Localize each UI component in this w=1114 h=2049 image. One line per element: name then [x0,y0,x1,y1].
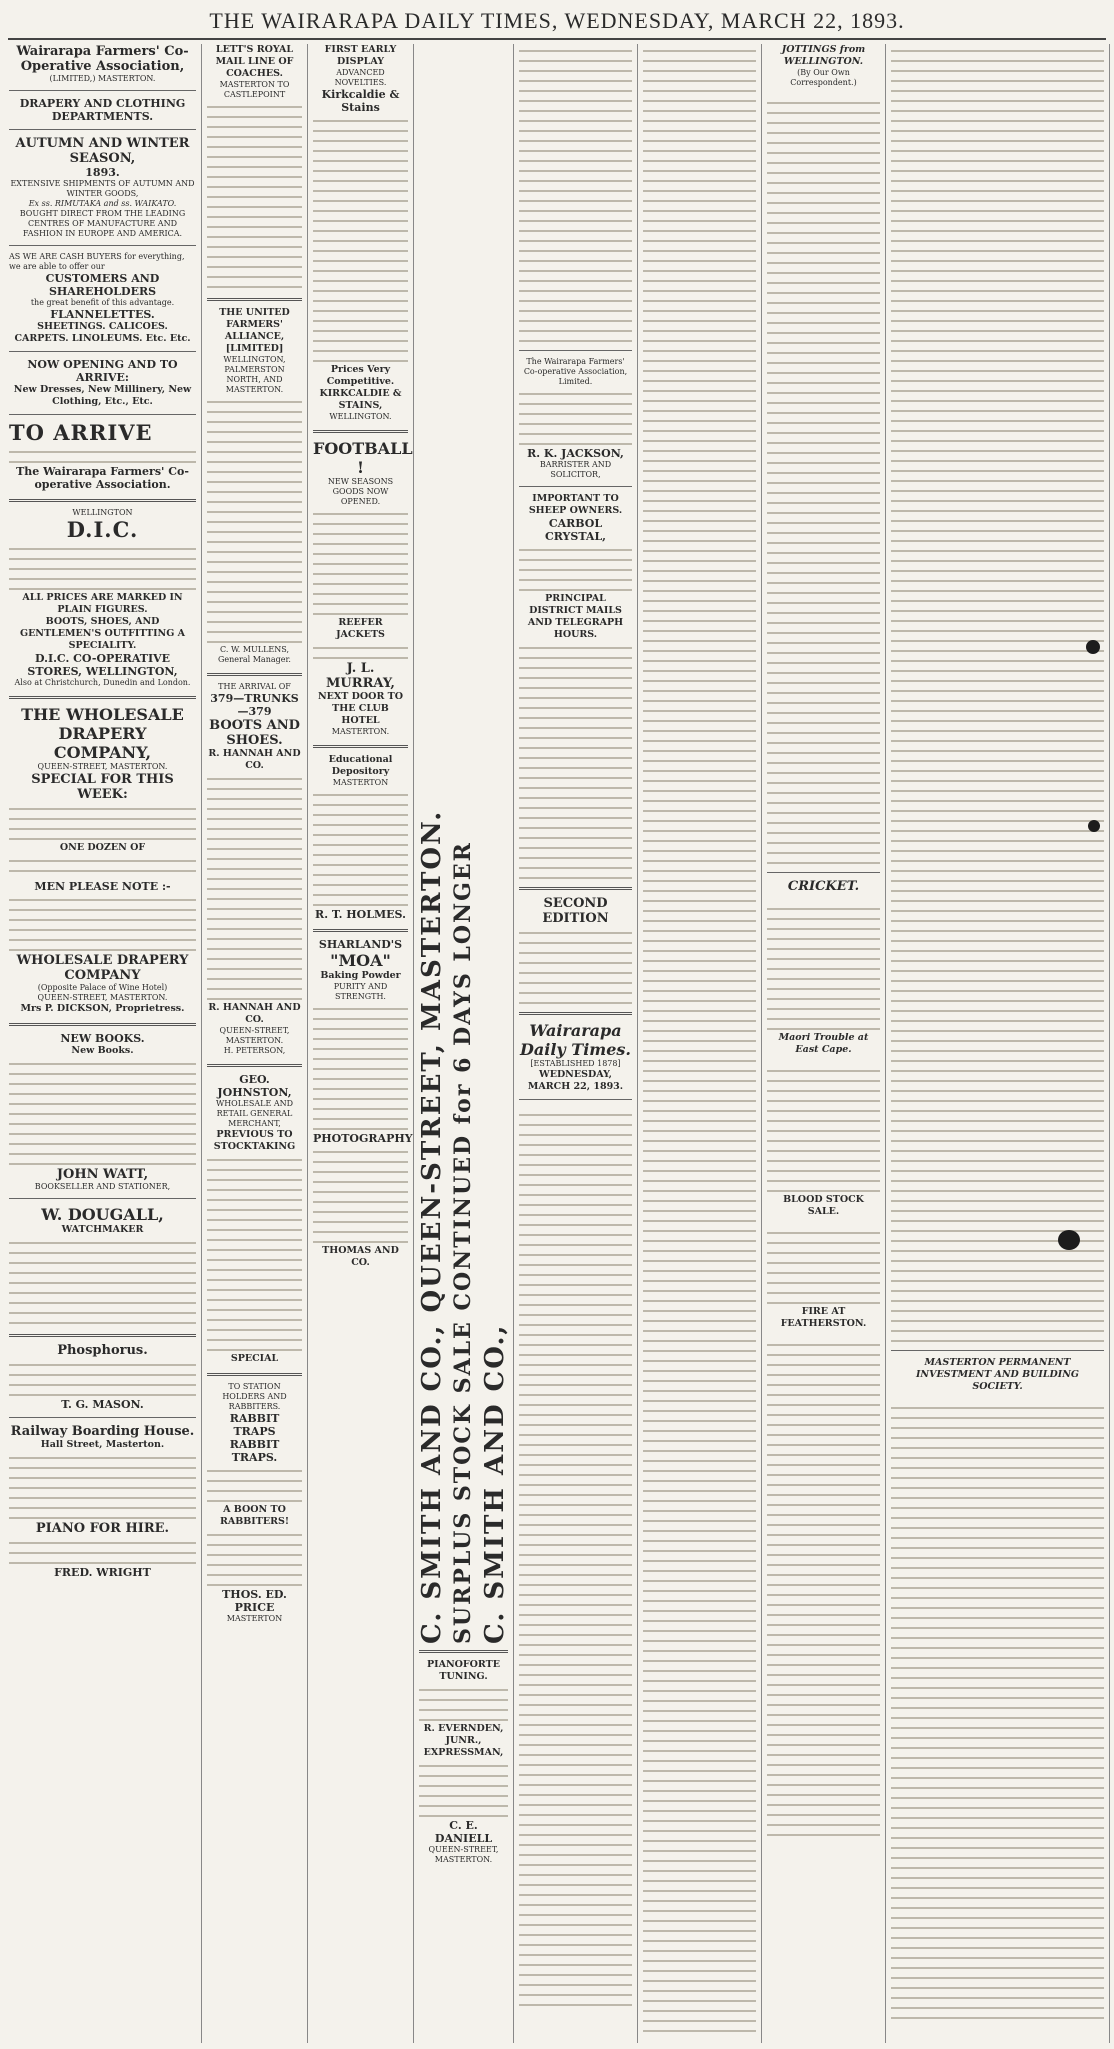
ad-dic-place: WELLINGTON [72,508,133,517]
column-6 [638,44,762,2043]
column-7 [762,44,886,2043]
ad-watt-name: JOHN WATT, [56,1167,149,1182]
ad-uf-sign: C. W. MULLENS, [220,645,289,654]
ad-watt-sub: BOOKSELLER AND STATIONER, [34,1182,171,1191]
ad-hannah-2: R. HANNAH AND CO. [208,1002,301,1025]
cricket-head: CRICKET. [787,879,860,894]
ad-display-sub: ADVANCED NOVELTIES. [334,68,387,87]
fire-head: FIRE AT FEATHERSTON. [780,1306,867,1329]
notice-mails: PRINCIPAL DISTRICT MAILS AND TELEGRAPH HOURS. [527,593,624,640]
ad-reefer: REEFER JACKETS [336,617,385,640]
second-edition-head: SECOND EDITION [542,896,609,926]
ad-thomas-name: THOMAS AND CO. [322,1245,399,1268]
ad-farmers-cash: AS WE ARE CASH BUYERS for everything, we are able to offer our [9,252,185,271]
ad-railway-street: Hall Street, Masterton. [40,1439,165,1450]
column-5 [514,44,638,2043]
ad-books-head: NEW BOOKS. [60,1032,145,1045]
ad-johnston-stock: PREVIOUS TO STOCKTAKING [213,1129,296,1152]
ad-hannah-street: QUEEN-STREET, MASTERTON. [219,1026,290,1045]
ad-rabbit-station: TO STATION HOLDERS AND RABBITERS. [222,1382,287,1411]
ad-photo-head: PHOTOGRAPHY [313,1132,413,1145]
ad-dic-title: D.I.C. [66,517,139,542]
ad-price-name: THOS. ED. PRICE [222,1588,287,1614]
ad-farmers-row1: SHEETINGS. CALICOES. [37,321,168,332]
ad-moa-purity: PURITY AND STRENGTH. [333,982,388,1001]
ink-stain [1088,820,1100,832]
ad-display-head: FIRST EARLY DISPLAY [324,44,397,67]
ad-arrival-label: THE ARRIVAL OF [218,682,291,691]
ad-edu-head: Educational Depository [328,754,393,777]
ad-moa: "MOA" [330,951,391,970]
ad-wholesale-price: ONE DOZEN OF [59,842,146,853]
ad-farmers-sign: The Wairarapa Farmers' Co-operative Association. [16,465,189,491]
ad-tuning: PIANOFORTE TUNING. [427,1659,500,1682]
ad-rabbit-1: RABBIT TRAPS [229,1412,280,1438]
ad-mason-name: T. G. MASON. [61,1398,144,1411]
ad-dougall-name: W. DOUGALL, [41,1205,164,1224]
ad-moa-sub: Baking Powder [320,970,401,981]
ad-rabbit-boon: A BOON TO RABBITERS! [219,1504,289,1527]
column-3 [308,44,414,2043]
ad-farmers-year: 1893. [85,166,120,179]
ad-dic-also: Also at Christchurch, Dunedin and London. [14,678,191,687]
paper-established: [ESTABLISHED 1878] [530,1059,621,1068]
ad-farmers-benefit: the great benefit of this advantage. [30,298,175,307]
ad-farmers-ships: Ex ss. RIMUTAKA and ss. WAIKATO. [28,199,177,208]
column-2 [202,44,308,2043]
ad-farmers-flan: FLANNELETTES. [50,308,155,321]
maori-head: Maori Trouble at East Cape. [778,1032,869,1055]
ad-smith-vertical-2: SURPLUS STOCK SALE CONTINUED for 6 DAYS LONGER [450,841,477,1644]
ad-books-sub: New Books. [71,1045,134,1056]
ad-farmers-season: AUTUMN AND WINTER SEASON, [15,136,190,166]
ad-farmers-row2: CARPETS. LINOLEUMS. Etc. Etc. [14,333,191,344]
column-1 [4,44,202,2043]
ad-johnston-sub: WHOLESALE AND RETAIL GENERAL MERCHANT, [215,1099,294,1128]
ad-farmers-head: DRAPERY AND CLOTHING DEPARTMENTS. [19,97,186,123]
ad-wholesale-special: SPECIAL FOR THIS WEEK: [31,772,174,802]
ad-prices: Prices Very Competitive. [326,364,395,387]
ad-farmers-arrive: TO ARRIVE [9,420,153,445]
page-title: THE WAIRARAPA DAILY TIMES, WEDNESDAY, MARCH 22, 1893. [209,8,905,33]
notice-farmers: The Wairarapa Farmers' Co-operative Association, Limited. [523,357,628,386]
paper-date: WEDNESDAY, MARCH 22, 1893. [527,1069,624,1092]
jottings-sub: (By Our Own Correspondent.) [790,68,857,87]
ad-evernden: R. EVERNDEN, JUNR., [423,1723,504,1746]
ad-smith-vertical-1: C. SMITH AND CO., QUEEN-STREET, MASTERTON. [416,809,447,1644]
ad-farmers-bought: BOUGHT DIRECT FROM THE LEADING CENTRES OF MANUFACTURE AND FASHION IN EUROPE AND AMERICA. [19,209,186,238]
ad-wholesale-sign: WHOLESALE DRAPERY COMPANY [16,953,189,983]
ad-hannah-1: R. HANNAH AND CO. [208,748,301,771]
ad-jackson-title: BARRISTER AND SOLICITOR, [539,460,612,479]
ad-wright-name: FRED. WRIGHT [54,1566,151,1579]
ad-express: EXPRESSMAN, [423,1747,504,1758]
ad-farmers-title: Wairarapa Farmers' Co-Operative Association, [16,44,189,74]
column-8 [886,44,1110,2043]
masthead [8,6,1106,40]
ad-uf-manager: General Manager. [218,655,291,664]
ad-coach-head: LETT'S ROYAL MAIL LINE OF COACHES. [215,44,294,79]
paper-nameplate: Wairarapa Daily Times. [520,1021,631,1059]
ad-wholesale-men: MEN PLEASE NOTE :- [34,880,171,893]
ad-dic-lines: ALL PRICES ARE MARKED IN PLAIN FIGURES. [22,592,183,615]
ad-jackson-name: R. K. JACKSON, [527,447,624,460]
ad-rabbit-2: RABBIT TRAPS. [229,1438,280,1464]
ink-stain [1058,1230,1080,1250]
ad-wholesale-street: QUEEN-STREET, MASTERTON. [37,993,168,1002]
column-4 [414,44,514,2043]
ad-sharland: SHARLAND'S [318,938,403,951]
ad-boots-head: BOOTS AND SHOES. [209,718,300,748]
ad-murray-sub: NEXT DOOR TO THE CLUB HOTEL [317,691,403,726]
ad-wholesale-prop: Mrs P. DICKSON, Proprietress. [20,1003,185,1014]
ad-daniell: C. E. DANIELL [434,1819,493,1845]
ad-uf-place: WELLINGTON, PALMERSTON NORTH, AND MASTERTON. [223,355,286,394]
ad-football-sub: NEW SEASONS GOODS NOW OPENED. [327,477,394,506]
ad-kirk-title: Kirkcaldie & Stains [321,88,400,114]
ad-piano-head: PIANO FOR HIRE. [35,1521,170,1536]
ad-kirk-sign: KIRKCALDIE & STAINS, [319,388,402,411]
ad-peterson: H. PETERSON, [223,1046,286,1055]
ad-holmes-name: R. T. HOLMES. [315,908,406,921]
ad-dougall-watch: WATCHMAKER [61,1224,144,1235]
ink-stain [1086,640,1100,654]
ad-phos-head: Phosphorus. [57,1343,148,1358]
ad-wholesale-sub: QUEEN-STREET, MASTERTON. [37,762,168,771]
ad-farmers-cust: CUSTOMERS AND SHAREHOLDERS [45,272,160,298]
ad-football-head: FOOTBALL ! [313,439,413,477]
ad-dic-stores: D.I.C. CO-OPERATIVE STORES, WELLINGTON, [27,652,178,678]
blood-head: BLOOD STOCK SALE. [783,1194,864,1217]
ad-murray-name: J. L. MURRAY, [326,661,395,691]
ad-railway-title: Railway Boarding House. [10,1424,195,1439]
ad-uf-title: THE UNITED FARMERS' ALLIANCE, [LIMITED] [219,307,290,354]
ad-dic-boots: BOOTS, SHOES, AND GENTLEMEN'S OUTFITTING A SPECIALITY. [19,616,186,651]
ad-farmers-open: NOW OPENING AND TO ARRIVE: [27,358,178,384]
ad-trunks: 379—TRUNKS—379 [210,692,299,718]
ad-carbol: CARBOL CRYSTAL, [544,517,607,543]
ad-coach-place: MASTERTON TO CASTLEPOINT [219,80,290,99]
ad-smith-vertical-3: C. SMITH AND CO., [479,1323,510,1644]
ad-kirk-place: WELLINGTON. [329,412,392,421]
ad-daniell-place: QUEEN-STREET, [428,1845,499,1854]
ad-daniell-town: MASTERTON. [434,1855,493,1864]
ad-farmers-new: New Dresses, New Millinery, New Clothing, Etc., Etc. [13,384,192,407]
ad-price-place: MASTERTON [226,1614,283,1623]
ad-murray-place: MASTERTON. [331,727,390,736]
ad-sheep-head: IMPORTANT TO SHEEP OWNERS. [528,493,623,516]
ad-edu-place: MASTERTON [332,778,389,787]
jottings-head: JOTTINGS from WELLINGTON. [781,44,866,67]
ad-farmers-sub: (LIMITED,) MASTERTON. [49,74,156,83]
ad-wholesale-opp: (Opposite Palace of Wine Hotel) [37,983,168,992]
ad-johnston-name: GEO. JOHNSTON, [217,1073,292,1099]
ad-farmers-ship: EXTENSIVE SHIPMENTS OF AUTUMN AND WINTER GOODS, [10,179,195,198]
ad-johnston-special: SPECIAL [230,1353,279,1364]
building-society-head: MASTERTON PERMANENT INVESTMENT AND BUILDING SOCIETY. [915,1357,1079,1392]
ad-wholesale-title: THE WHOLESALE DRAPERY COMPANY, [21,705,184,762]
